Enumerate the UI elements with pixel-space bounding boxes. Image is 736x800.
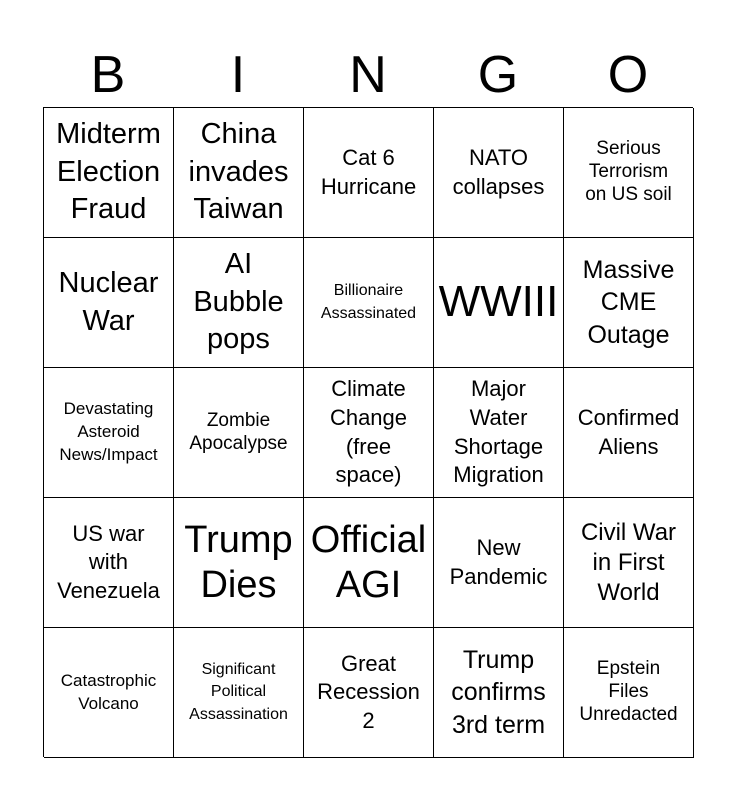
cell-text: AI Bubble pops bbox=[193, 247, 284, 356]
bingo-cell[interactable] bbox=[304, 108, 434, 238]
bingo-cell[interactable] bbox=[304, 368, 434, 498]
bingo-cell[interactable] bbox=[174, 238, 304, 368]
cell-text: Catastrophic Volcano bbox=[60, 670, 157, 713]
cell-text: Serious Terrorism on US soil bbox=[585, 138, 672, 205]
header-letter-o: O bbox=[607, 46, 649, 104]
cell-text: Trump Dies bbox=[184, 518, 293, 606]
bingo-cell[interactable] bbox=[44, 108, 174, 238]
cell-text: Significant Political Assassination bbox=[189, 660, 288, 723]
cell-text: Nuclear War bbox=[58, 266, 159, 337]
bingo-cell[interactable] bbox=[564, 238, 694, 368]
cell-text: Cat 6 Hurricane bbox=[320, 144, 417, 199]
bingo-cell[interactable] bbox=[434, 628, 564, 758]
cell-text: NATO collapses bbox=[452, 144, 545, 199]
bingo-cell[interactable] bbox=[564, 368, 694, 498]
header-letter-b: B bbox=[90, 46, 126, 104]
cell-text: New Pandemic bbox=[449, 534, 548, 589]
bingo-cell[interactable] bbox=[44, 238, 174, 368]
bingo-cell[interactable] bbox=[434, 238, 564, 368]
cell-text: Zombie Apocalypse bbox=[189, 409, 288, 454]
bingo-cell[interactable] bbox=[44, 628, 174, 758]
cell-text: China invades Taiwan bbox=[188, 117, 289, 226]
bingo-cell[interactable] bbox=[304, 498, 434, 628]
bingo-cell[interactable] bbox=[44, 368, 174, 498]
cell-text: Epstein Files Unredacted bbox=[579, 658, 678, 725]
bingo-cell[interactable] bbox=[174, 498, 304, 628]
cell-text: Confirmed Aliens bbox=[577, 404, 680, 459]
bingo-cell[interactable] bbox=[304, 238, 434, 368]
bingo-cell[interactable] bbox=[434, 498, 564, 628]
header-letter-i: I bbox=[230, 46, 246, 104]
cell-text: Devastating Asteroid News/Impact bbox=[59, 399, 158, 464]
bingo-cell[interactable] bbox=[174, 368, 304, 498]
cell-text: Official AGI bbox=[310, 518, 427, 606]
bingo-cell[interactable] bbox=[434, 368, 564, 498]
cell-text: WWIII bbox=[438, 277, 559, 327]
cell-text: Billionaire Assassinated bbox=[320, 282, 417, 322]
header-letter-g: G bbox=[477, 46, 519, 104]
bingo-cell[interactable] bbox=[44, 498, 174, 628]
cell-text: US war with Venezuela bbox=[57, 520, 160, 603]
header-letter-n: N bbox=[349, 46, 387, 104]
bingo-header bbox=[43, 44, 693, 106]
bingo-cell[interactable] bbox=[564, 498, 694, 628]
bingo-cell[interactable] bbox=[304, 628, 434, 758]
bingo-board bbox=[43, 107, 693, 757]
cell-text: Major Water Shortage Migration bbox=[453, 376, 544, 488]
bingo-cell[interactable] bbox=[434, 108, 564, 238]
bingo-cell[interactable] bbox=[564, 108, 694, 238]
cell-text: Midterm Election Fraud bbox=[56, 117, 161, 226]
cell-text: Great Recession 2 bbox=[317, 650, 420, 733]
cell-text: Massive CME Outage bbox=[582, 255, 675, 349]
cell-text: Climate Change (free space) bbox=[329, 376, 408, 488]
bingo-cell[interactable] bbox=[564, 628, 694, 758]
cell-text: Trump confirms 3rd term bbox=[451, 645, 546, 739]
cell-text: Civil War in First World bbox=[580, 518, 677, 606]
bingo-cell[interactable] bbox=[174, 108, 304, 238]
bingo-cell[interactable] bbox=[174, 628, 304, 758]
